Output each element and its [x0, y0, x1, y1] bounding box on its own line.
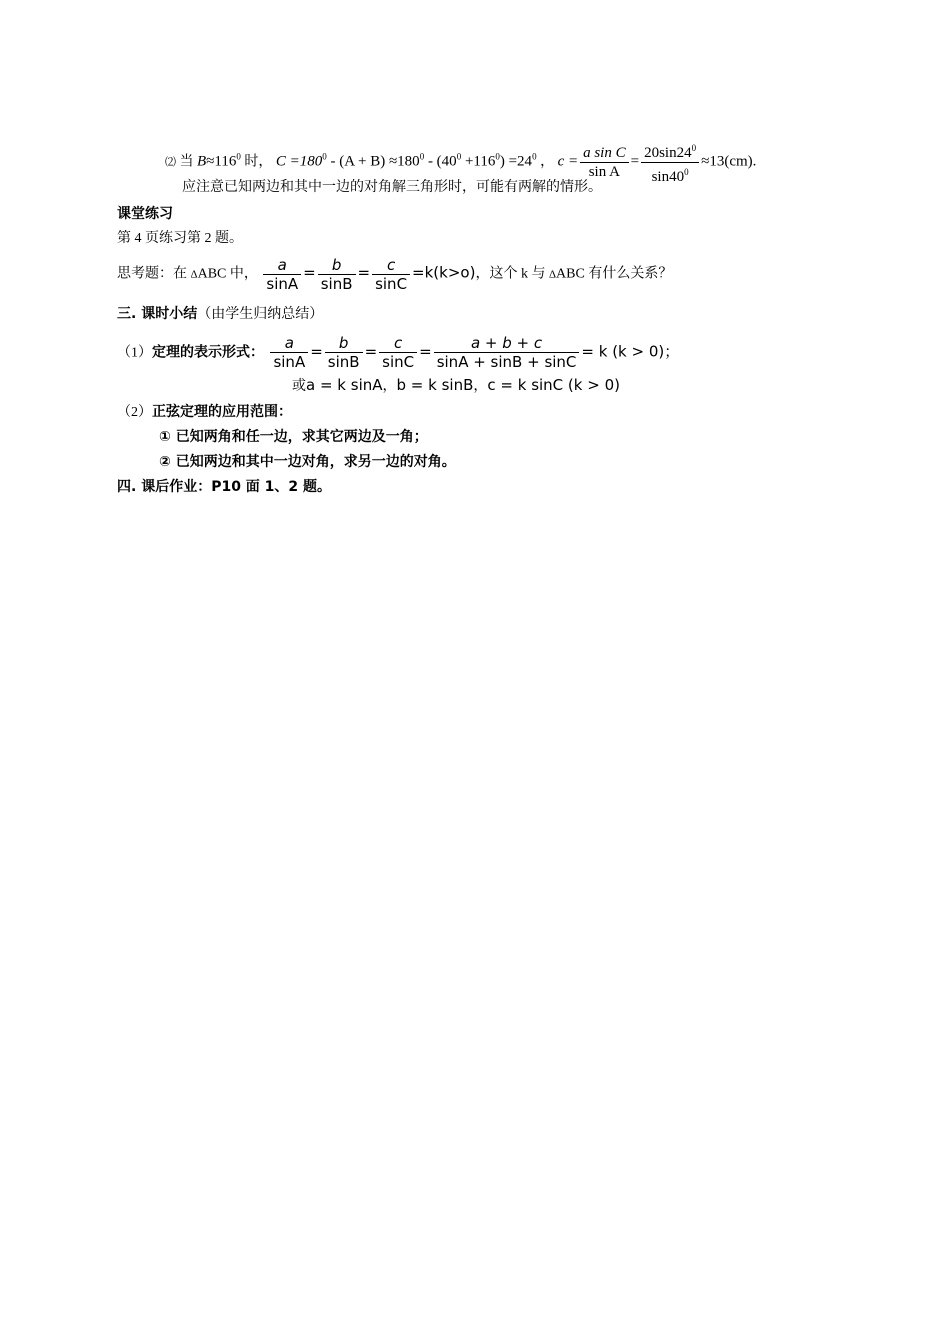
summary-k-tail: = k (k > 0)； — [581, 342, 680, 361]
equals-sign: = — [630, 153, 640, 170]
equals-sign: = — [310, 342, 323, 361]
case2-plus-116: +116 — [461, 153, 496, 170]
think-tail-2: ABC 有什么关系？ — [556, 266, 673, 282]
or-b: b = k sinB — [396, 376, 474, 394]
separator: ， — [473, 379, 488, 394]
summary-heading-line — [117, 304, 323, 325]
practice-heading: 课堂练习 — [117, 206, 173, 222]
item2-title: 正弦定理的应用范围： — [152, 404, 292, 420]
application-1: ① 已知两角和任一边，求其它两边及一角； — [159, 429, 428, 445]
fraction-b-sinB — [325, 334, 363, 371]
equals-sign: = — [364, 342, 378, 361]
fraction-sum — [434, 334, 580, 371]
frac-numerator: a + b + c — [434, 334, 580, 353]
frac-numerator: a — [263, 256, 301, 275]
think-question — [117, 256, 672, 293]
frac-denominator: sinC — [375, 275, 408, 293]
summary-item2 — [117, 402, 292, 423]
degree-mark: 0 — [684, 167, 689, 177]
frac-denominator: sin A — [588, 164, 620, 180]
think-tail: ，这个 k 与 — [475, 266, 546, 282]
or-a: a = k sinA — [306, 376, 383, 394]
frac-denominator — [641, 163, 699, 186]
frac2-den-text: sin40 — [651, 169, 685, 185]
summary-or-line — [292, 375, 620, 397]
frac-numerator — [641, 139, 699, 163]
case2-comma: ， — [540, 154, 555, 170]
separator: ， — [382, 379, 397, 394]
delta-symbol: Δ — [190, 268, 198, 281]
item1-label: （1） — [117, 345, 152, 361]
fraction-20sin24-sin40 — [641, 139, 699, 186]
note-text: 应注意已知两边和其中一边的对角解三角形时，可能有两解的情形。 — [182, 180, 602, 195]
degree-mark: 0 — [322, 151, 327, 162]
frac-numerator: b — [318, 256, 356, 275]
fraction-a-sinA — [270, 334, 308, 371]
case2-B: B — [197, 153, 207, 170]
degree-mark: 0 — [456, 151, 462, 162]
equals-sign: = — [419, 342, 432, 361]
case2-result: ≈13(cm). — [701, 153, 757, 170]
fraction-c-sinC — [379, 334, 417, 371]
think-abc: ABC 中， — [197, 266, 258, 282]
frac-numerator: a — [270, 334, 308, 353]
frac-denominator: sinA — [273, 353, 306, 371]
application-2: ② 已知两边和其中一边对角，求另一边的对角。 — [159, 454, 456, 470]
frac2-num-text: 20sin24 — [644, 145, 692, 161]
case2-shi: 时， — [244, 154, 273, 170]
or-c: c = k sinC (k > 0) — [487, 376, 620, 394]
equals-sign: = — [357, 263, 371, 282]
case2-approx-116: ≈116 — [206, 153, 237, 170]
fraction-asinC-sinA — [580, 144, 629, 181]
equals-k-expression: =k(k>o) — [412, 263, 476, 282]
fraction-b-sinB — [318, 256, 356, 293]
fraction-a-sinA — [263, 256, 301, 293]
exercise-text: 第 4 页练习第 2 题。 — [117, 231, 243, 246]
case2-c-eq: c = — [557, 153, 579, 170]
degree-mark: 0 — [236, 151, 241, 162]
frac-denominator: sinC — [382, 353, 415, 371]
frac-numerator: a sin C — [580, 144, 629, 163]
homework-heading: 四. 课后作业：P10 面 1、2 题。 — [117, 479, 332, 495]
summary-heading-note: （由学生归纳总结） — [197, 307, 324, 322]
degree-mark: 0 — [495, 151, 500, 162]
frac-denominator: sinB — [320, 275, 353, 293]
degree-mark: 0 — [419, 151, 425, 162]
item2-label: （2） — [117, 405, 152, 420]
or-lead: 或 — [292, 379, 306, 394]
degree-mark: 0 — [691, 143, 697, 153]
case2-minus-40: - (40 — [424, 153, 457, 170]
frac-numerator: b — [325, 334, 363, 353]
equals-sign: = — [303, 263, 316, 282]
frac-denominator: sinA — [266, 275, 299, 293]
delta-symbol: Δ — [548, 268, 557, 281]
case2-eq-24: ) =24 — [499, 153, 533, 170]
degree-mark: 0 — [532, 151, 537, 162]
frac-numerator: c — [379, 334, 417, 353]
think-lead: 思考题：在 — [117, 266, 187, 282]
frac-denominator: sinA + sinB + sinC — [436, 353, 577, 371]
case2-C-eq: C =180 — [275, 153, 323, 170]
case2-number: ⑵ — [165, 156, 176, 169]
frac-denominator: sinB — [327, 353, 360, 371]
fraction-c-sinC — [372, 256, 410, 293]
item1-title: 定理的表示形式： — [152, 344, 264, 361]
frac-numerator: c — [372, 256, 410, 275]
case2-lead: 当 — [179, 154, 194, 170]
summary-item1 — [117, 334, 679, 371]
case2-minus-AB: - (A + B) ≈180 — [326, 153, 420, 170]
summary-heading: 三. 课时小结 — [117, 306, 198, 322]
